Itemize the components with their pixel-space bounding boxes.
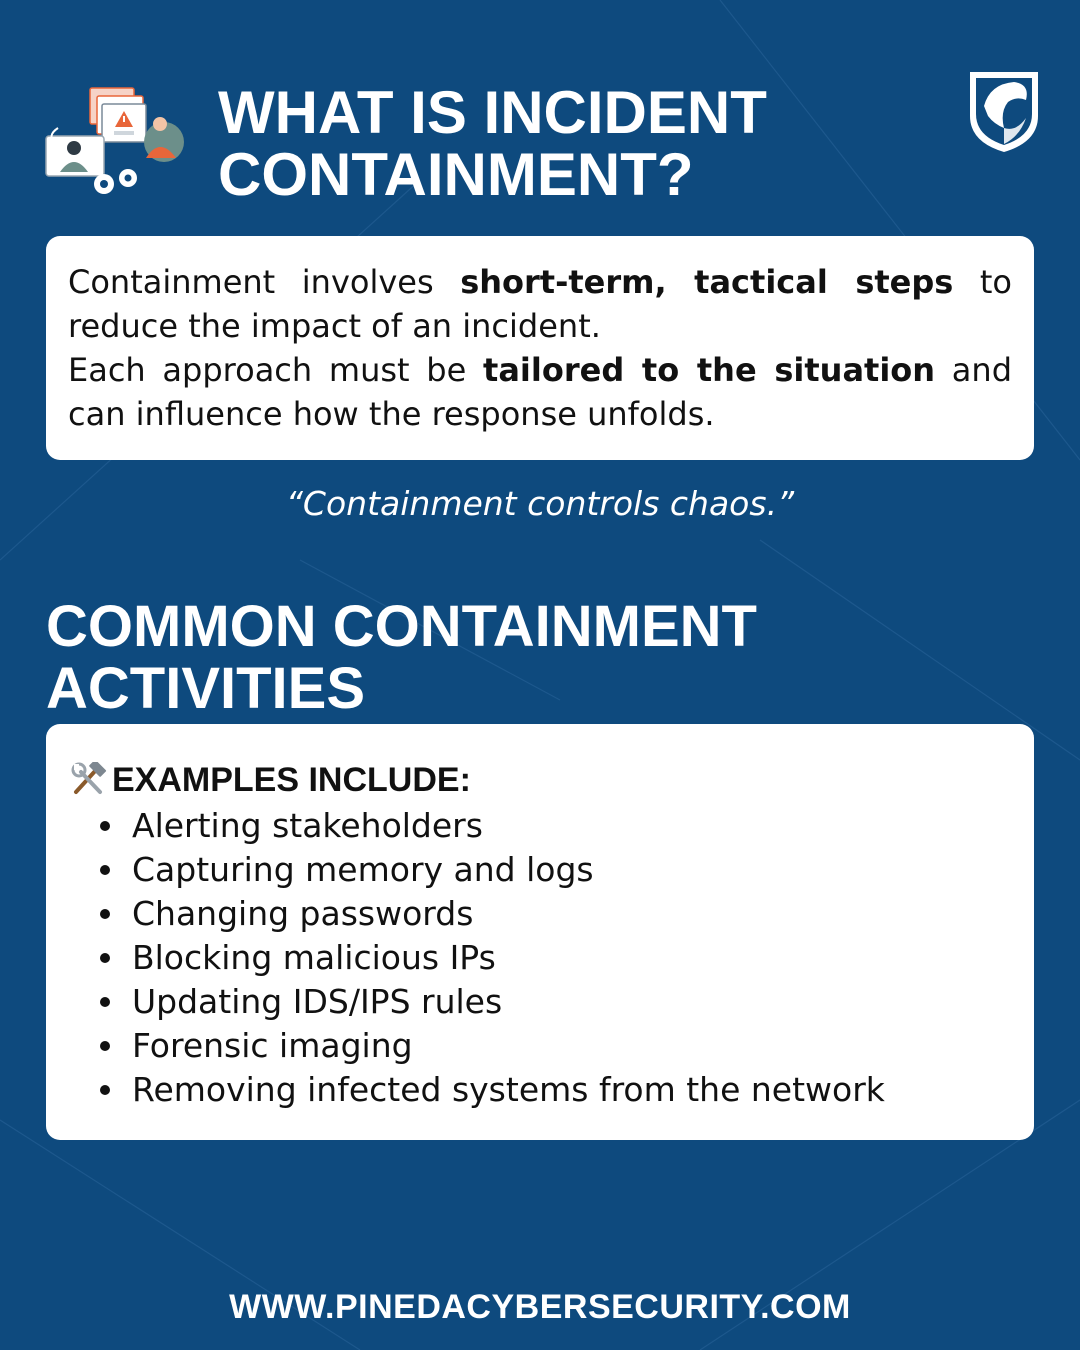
intro-bold-1: short-term, tactical steps <box>460 263 954 301</box>
list-item <box>98 1024 1012 1068</box>
incident-alert-illustration <box>42 84 192 204</box>
bullet-icon <box>100 953 110 963</box>
bullet-icon <box>100 1085 110 1095</box>
shield-eagle-logo <box>964 66 1044 154</box>
section-title-line-2: ACTIVITIES <box>46 656 366 721</box>
intro-part-1: Containment involves <box>68 263 461 301</box>
list-item <box>98 936 1012 980</box>
intro-part-4: and can influence how the response unfolds. <box>68 351 1013 433</box>
list-item-label: Changing passwords <box>132 894 474 933</box>
list-item <box>98 980 1012 1024</box>
examples-heading-label: EXAMPLES INCLUDE: <box>112 761 471 799</box>
list-item-label: Blocking malicious IPs <box>132 938 496 977</box>
bullet-icon <box>100 821 110 831</box>
section-title-line-1: COMMON CONTAINMENT <box>46 594 757 659</box>
bullet-icon <box>100 1041 110 1051</box>
examples-card <box>46 724 1034 1140</box>
quote: “Containment controls chaos.” <box>285 484 795 523</box>
bullet-icon <box>100 997 110 1007</box>
list-item-label: Forensic imaging <box>132 1026 413 1065</box>
list-item <box>98 804 1012 848</box>
examples-heading <box>68 760 1012 800</box>
title-line-1: WHAT IS INCIDENT <box>218 79 767 146</box>
title-line-2: CONTAINMENT? <box>218 141 694 208</box>
website-link[interactable]: WWW.PINEDACYBERSECURITY.COM <box>229 1288 851 1326</box>
intro-text <box>68 260 1012 436</box>
list-item <box>98 892 1012 936</box>
list-item <box>98 848 1012 892</box>
list-item-label: Alerting stakeholders <box>132 806 483 845</box>
list-item-label: Capturing memory and logs <box>132 850 594 889</box>
bullet-icon <box>100 865 110 875</box>
intro-part-2: to reduce the impact of an incident. <box>68 263 1012 345</box>
intro-part-3: Each approach must be <box>68 351 484 389</box>
list-item-label: Removing infected systems from the network <box>132 1070 885 1109</box>
examples-list <box>68 804 1012 1112</box>
list-item <box>98 1068 1012 1112</box>
bullet-icon <box>100 909 110 919</box>
list-item-label: Updating IDS/IPS rules <box>132 982 503 1021</box>
page-title <box>218 79 767 208</box>
intro-card <box>46 236 1034 460</box>
hammer-wrench-icon <box>68 762 108 798</box>
intro-bold-2: tailored to the situation <box>483 351 936 389</box>
section-title <box>46 596 757 720</box>
